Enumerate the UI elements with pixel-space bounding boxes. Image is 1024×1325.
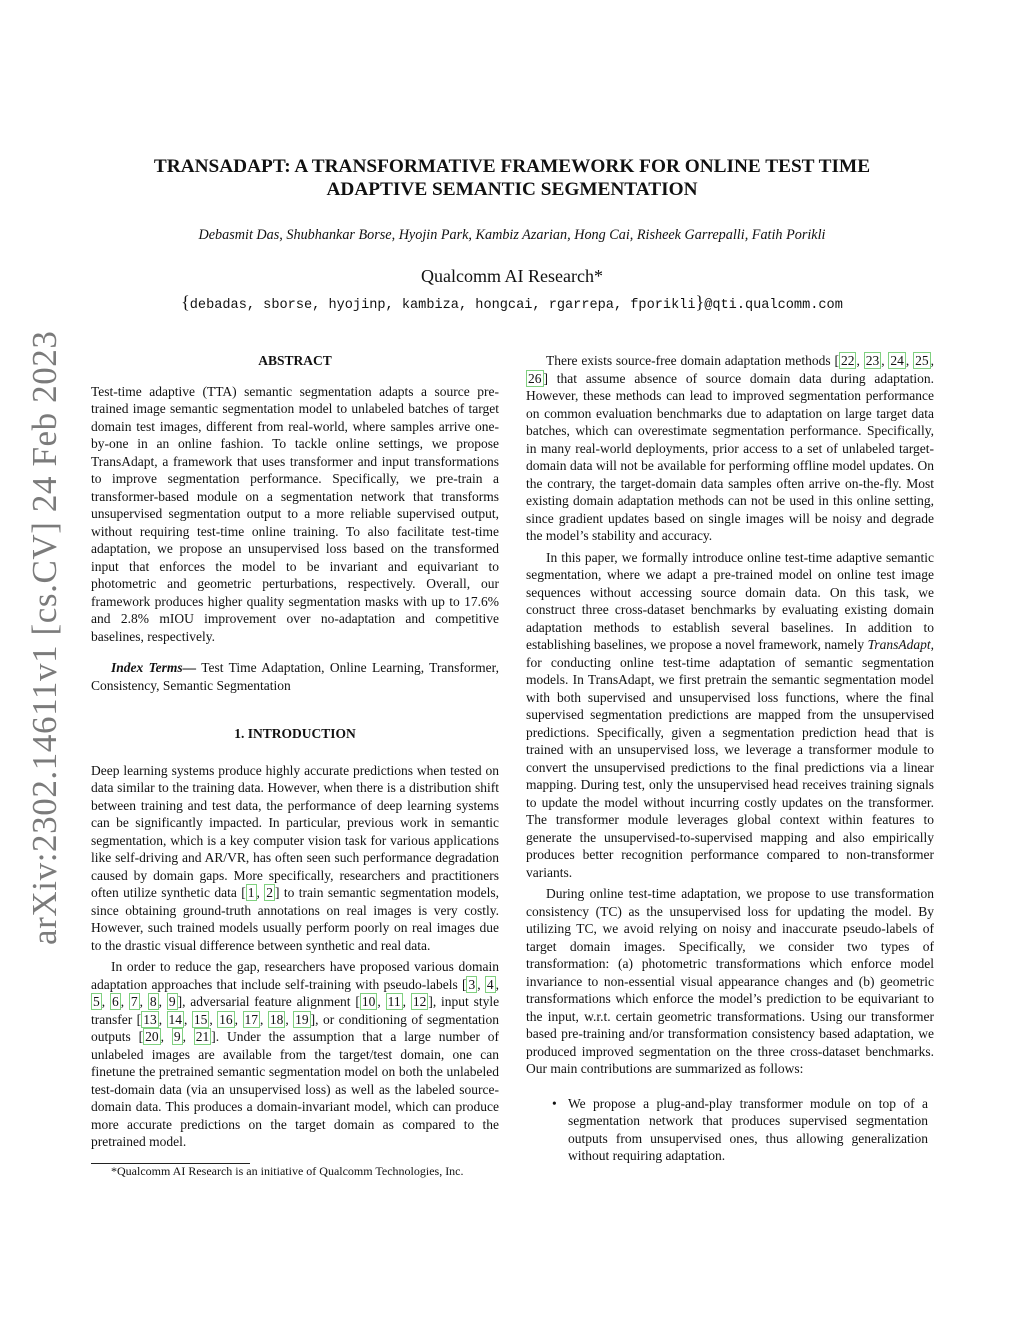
citation-link[interactable]: 4 (486, 976, 494, 992)
citation-link[interactable]: 1 (247, 885, 255, 900)
citation-link[interactable]: 14 (168, 1011, 183, 1027)
citation-link[interactable]: 17 (244, 1011, 258, 1027)
citation-link[interactable]: 7 (130, 994, 138, 1009)
citation-link[interactable]: 9 (173, 1029, 181, 1044)
abstract-heading: ABSTRACT (258, 353, 332, 368)
index-terms-text: Test Time Adaptation, Online Learning, Transformer, Consistency, Semantic Segmentation (91, 660, 499, 693)
citation-link[interactable]: 22 (840, 353, 855, 368)
citation-link[interactable]: 3 (468, 976, 476, 992)
title-line-2: ADAPTIVE SEMANTIC SEGMENTATION (326, 179, 698, 200)
email-brace-open: { (181, 292, 190, 312)
citation-link[interactable]: 25 (915, 353, 929, 368)
citation-link[interactable]: 20 (145, 1029, 159, 1044)
citation-link[interactable]: 8 (149, 994, 157, 1009)
citation-link[interactable]: 24 (890, 353, 904, 368)
intro-paragraph-1: Deep learning systems produce highly accurate predictions when tested on data similar to the training data. However, when there is a distribution shift between training and test data, the performance of deep learning systems can be significantly impacted. In particular, previous work in semantic segmentation, which is a key computer vision task for various applications like self-driving and AR/VR, has often seen such performance degradation caused by domain gaps. More specifically, researchers and practitioners often utilize synthetic data [ 1 , 2 ] to train semantic segmentation models, since obtaining ground-truth annotations on real images is very costly. However, such trained models usually perform poorly on real images due to the drastic visual difference between synthetic and real data. (91, 762, 500, 953)
footnote: *Qualcomm AI Research is an initiative of Qualcomm Technologies, Inc. (111, 1163, 464, 1178)
author-emails (100, 292, 924, 316)
citation-link[interactable]: 19 (295, 1011, 309, 1027)
citation-link[interactable]: 26 (528, 370, 542, 386)
citation-link[interactable]: 16 (219, 1011, 233, 1027)
citation-link[interactable]: 13 (143, 1011, 157, 1027)
right-paragraph-3: During online test-time adaptation, we propose to use transformation consistency (TC) as the unsupervised loss for updating the model. By utilizing TC, we avoid relying on noisy and inaccurate pseudo-labels of target domain images. Specifically, we consider two types of transformation: (a) photometric transformations which enforce model invariance to non-essential visual appearance changes and (b) geometric transformations which enforce the model’s prediction to be equivariant to the input, w.r.t. certain geometric transformations. Using our transformer based pre-training and/or transformation consistency based adaptation, we produced improved segmentation on the three cross-dataset benchmarks. Our main contributions are summarized as follows: (526, 886, 934, 1076)
intro-paragraph-2: In order to reduce the gap, researchers have proposed various domain adaptation approaches that include self-training with pseudo-labels [ 3 , 4 , 5 , 6 , 7 , 8 , 9 ], adversarial feature alignment [ 10 , 11 , 12 ], input style transfer [ 13 , 14 , 15 , 16 , 17 , 18 , 19 ], or conditioning of segmentation outputs [ 20 , 9 , 21 ]. Under the assumption that a large number of unlabeled images are available from the target/test domain, one can finetune the pretrained semantic segmentation model on both the unlabeled test-domain data (via an unsupervised loss) as well as the labeled source-domain data. This produces a domain-invariant model, which can produce more accurate predictions on the target domain as compared to the pretrained model. (91, 959, 500, 1149)
author-list: Debasmit Das, Shubhankar Borse, Hyojin Park, Kambiz Azarian, Hong Cai, Risheek Garrepalli, Fatih Porikli (198, 227, 826, 243)
citation-link[interactable]: 23 (865, 353, 880, 368)
citation-link[interactable]: 5 (93, 994, 100, 1009)
framework-name: TransAdapt (867, 637, 931, 652)
citation-link[interactable]: 15 (193, 1011, 208, 1027)
bullet-icon: • (552, 1095, 557, 1111)
right-paragraph-2: In this paper, we formally introduce online test-time adaptive semantic segmentation, where we adapt a pre-trained model on online test image sequences without accessing source domain data. On this task, we construct three cross-dataset benchmarks by evaluating existing domain adaptation methods to establish several baselines. In addition to establishing baselines, we propose a novel framework, namely TransAdapt, for conducting online test-time adaptation of semantic segmentation models. In TransAdapt, we first pretrain the semantic segmentation model with both supervised and unsupervised loss functions, where the final supervised segmentation predictions are mapped from the unsupervised predictions. Specifically, given a segmentation prediction head that is trained with an unsupervised loss, we leverage a transformer module to convert the unsupervised predictions to the final predictions via a linear mapping. During test, only the unsupervised head receives training signals to update the model without incurring costly updates on the transformer. The transformer module leverages global context within features to generate the unsupervised-to-supervised mapping and also empirically produces better recognition performance compared to non-transformer variants. (526, 549, 935, 880)
affiliation: Qualcomm AI Research* (421, 266, 603, 286)
index-terms (91, 659, 499, 694)
email-brace-close: } (695, 292, 705, 312)
introduction-heading: 1. INTRODUCTION (234, 726, 356, 741)
arxiv-identifier: arXiv:2302.14611v1 [cs.CV] 24 Feb 2023 (25, 330, 64, 945)
title-line-1: TRANSADAPT: A TRANSFORMATIVE FRAMEWORK FOR ONLINE TEST TIME (153, 156, 871, 177)
citation-link[interactable]: 10 (361, 994, 376, 1009)
citation-link[interactable]: 11 (387, 994, 401, 1009)
citation-link[interactable]: 18 (269, 1011, 284, 1027)
email-domain: @qti.qualcomm.com (704, 298, 843, 313)
citation-link[interactable]: 6 (111, 994, 119, 1009)
contributions-list (526, 1095, 934, 1165)
index-terms-label: Index Terms— (111, 660, 197, 675)
citation-link[interactable]: 12 (412, 994, 427, 1009)
left-column (91, 352, 499, 1179)
citation-link[interactable]: 9 (168, 994, 176, 1009)
citation-link[interactable]: 21 (195, 1029, 210, 1044)
email-users: debadas, sborse, hyojinp, kambiza, hongcai, rgarrepa, fporikli (189, 298, 696, 313)
citation-link[interactable]: 2 (266, 885, 274, 900)
list-item: • We propose a plug-and-play transformer module on top of a segmentation network that produces supervised segmentation outputs from unsupervised ones, thus allowing generalization without requiring adaptation. (552, 1095, 928, 1163)
right-paragraph-1: There exists source-free domain adaptation methods [ 22 , 23 , 24 , 25 , 26 ] that assume absence of source domain data during adaptation. However, these methods can lead to improved segmentation performance on common evaluation benchmarks due to adaptation on large target data batches, which can overestimate segmentation performance. Specifically, in many real-world deployments, prior access to a set of unlabeled target-domain data will not be available for performing offline model updates. On the contrary, the target-domain data samples often arrive on-the-fly. Most existing domain adaptation methods can not be used in this online setting, since gradient updates based on single images will be noisy and degrade the model’s stability and accuracy. (526, 353, 935, 543)
abstract-text: Test-time adaptive (TTA) semantic segmentation adapts a source pre-trained image semantic segmentation model to unlabeled batches of target domain test images, different from real-world, where samples arrive one-by-one in an online fashion. To tackle online settings, we propose TransAdapt, a framework that uses transformer and input transformations to improve segmentation performance. Specifically, we pre-train a transformer-based module on a segmentation network that transforms unsupervised segmentation output to a more reliable supervised output, without requiring test-time online training. To also facilitate test-time adaptation, we propose an unsupervised loss based on the transformed input that enforces the model to be invariant and equivariant to photometric and geometric perturbations, respectively. Overall, our framework produces higher quality segmentation masks with up to 17.6% and 2.8% mIOU improvement over no-adaptation and competitive baselines, respectively. (91, 383, 499, 644)
paper-title (100, 155, 924, 201)
right-column (526, 352, 934, 1178)
